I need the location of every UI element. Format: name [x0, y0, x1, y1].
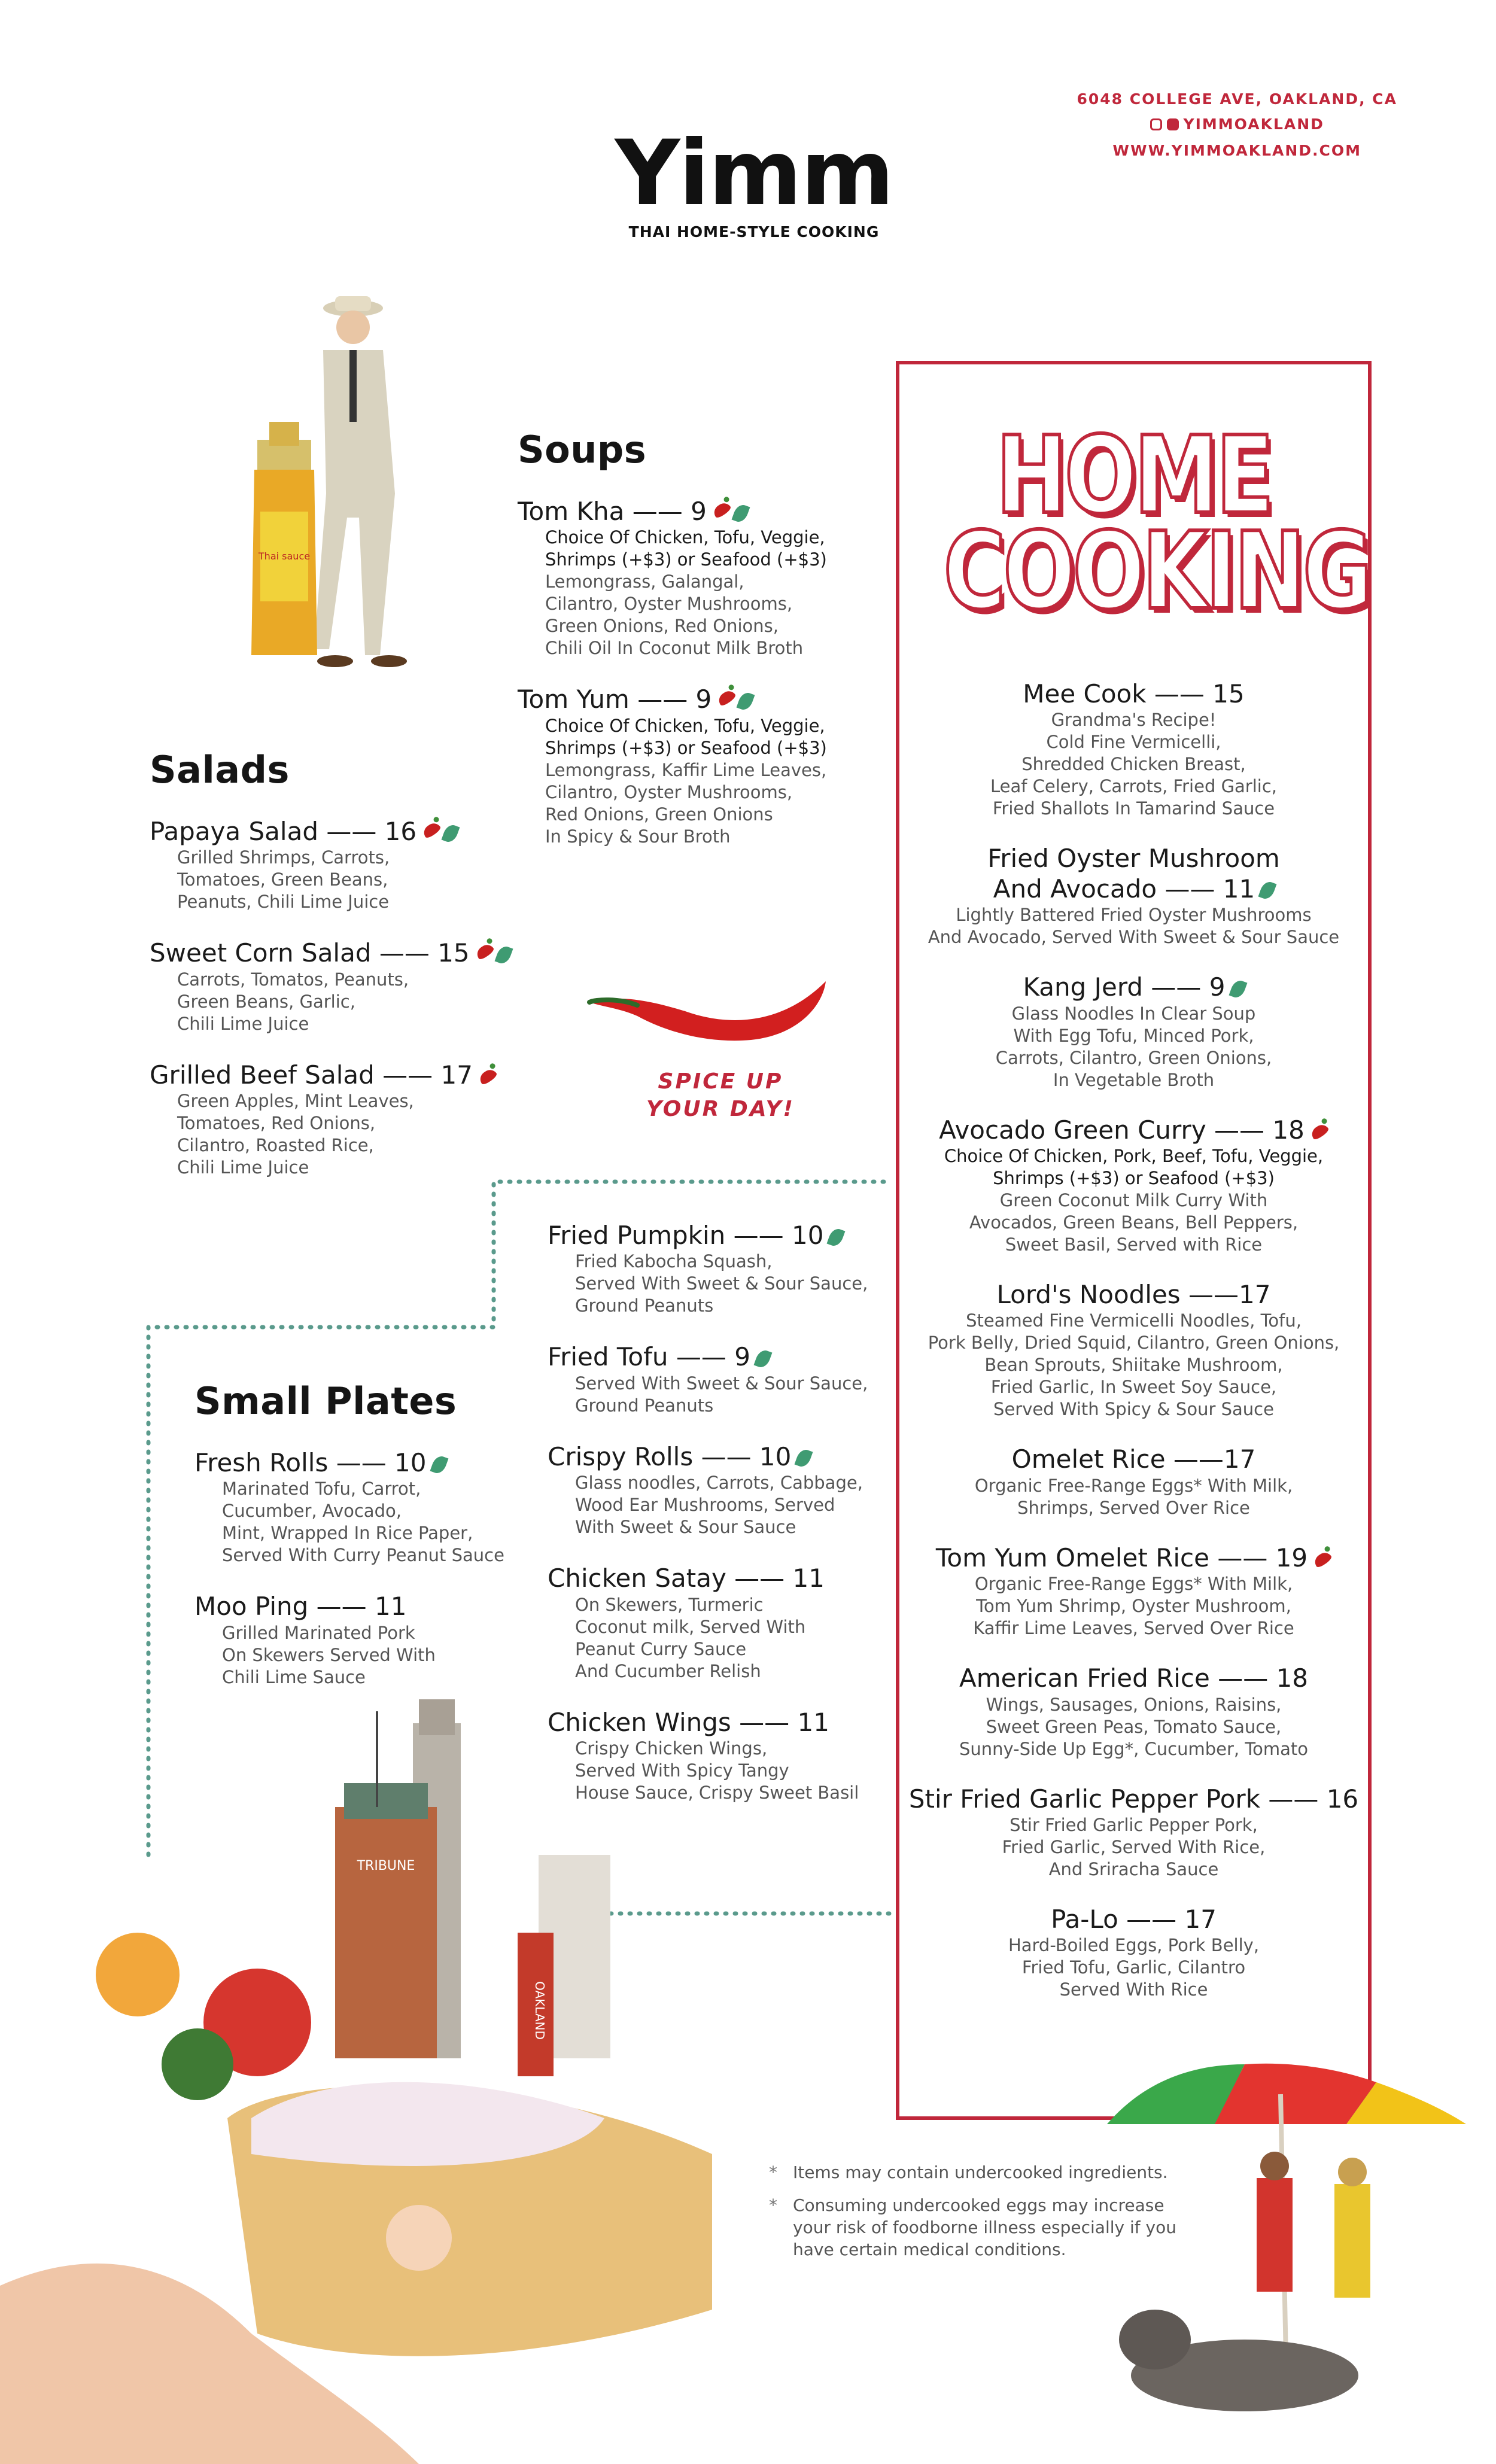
menu-item: [896, 1905, 1372, 2001]
item-description: Fried Kabocha Squash, Served With Sweet & Sour Sauce, Ground Peanuts: [575, 1251, 868, 1316]
item-name: Omelet Rice ——17: [1011, 1444, 1256, 1474]
item-description: Green Coconut Milk Curry With Avocados, Green Beans, Bell Peppers, Sweet Basil, Served with Rice: [969, 1190, 1299, 1255]
item-name: Avocado Green Curry —— 18: [896, 1115, 1372, 1145]
menu-item: [548, 1563, 883, 1682]
menu-item: [896, 844, 1372, 948]
instagram-icon: [1150, 118, 1162, 130]
item-description: Hard-Boiled Eggs, Pork Belly, Fried Tofu, Garlic, Cilantro Served With Rice: [1008, 1935, 1260, 2000]
menu-item: [518, 685, 853, 847]
disclaimer-notes: [769, 2161, 1200, 2271]
item-description: Marinated Tofu, Carrot, Cucumber, Avocado, Mint, Wrapped In Rice Paper, Served With Curry Peanut Sauce: [222, 1479, 504, 1566]
item-description: Green Apples, Mint Leaves, Tomatoes, Red Onions, Cilantro, Roasted Rice, Chili Lime Juice: [177, 1091, 414, 1178]
salads-heading: Salads: [150, 748, 290, 792]
item-name: Sweet Corn Salad —— 15: [150, 938, 521, 968]
item-name-line-2: And Avocado —— 11: [896, 874, 1372, 904]
chili-icon: [716, 688, 737, 707]
menu-item: [896, 1444, 1372, 1519]
item-choice: Choice Of Chicken, Tofu, Veggie, Shrimps (+$3) or Seafood (+$3): [545, 527, 827, 570]
item-description: Crispy Chicken Wings, Served With Spicy Tangy House Sauce, Crispy Sweet Basil: [575, 1738, 859, 1803]
menu-item: [896, 1280, 1372, 1420]
menu-item: [896, 1543, 1372, 1639]
menu-item: [518, 497, 853, 659]
vegan-leaf-icon: [494, 944, 513, 966]
brand-logo: [604, 121, 904, 241]
menu-item: [548, 1442, 883, 1538]
item-choice: Choice Of Chicken, Pork, Beef, Tofu, Veggie, Shrimps (+$3) or Seafood (+$3): [944, 1145, 1324, 1188]
menu-item: [194, 1448, 530, 1566]
vegan-leaf-icon: [795, 1447, 813, 1469]
item-name: Grilled Beef Salad —— 17: [150, 1060, 521, 1090]
item-name: Kang Jerd —— 9: [896, 972, 1372, 1002]
item-name: Chicken Satay —— 11: [548, 1563, 825, 1593]
item-name: Fried Oyster Mushroom: [987, 844, 1280, 874]
chili-icon: [1309, 1122, 1330, 1141]
small-plates-left: [194, 1379, 530, 1714]
note-item: * Items may contain undercooked ingredients.: [769, 2161, 1200, 2183]
menu-item: [150, 938, 521, 1035]
chili-icon: [711, 500, 732, 519]
vegan-leaf-icon: [731, 503, 750, 524]
salads-section: [150, 748, 521, 1204]
man-with-sauce-bottle-illustration: [245, 290, 431, 673]
brand-name: Yimm: [615, 121, 893, 226]
item-description: Lemongrass, Kaffir Lime Leaves, Cilantro, Oyster Mushrooms, Red Onions, Green Onions In Spicy & Sour Broth: [545, 759, 827, 847]
item-description: Steamed Fine Vermicelli Noodles, Tofu, Pork Belly, Dried Squid, Cilantro, Green Onions, Bean Sprouts, Shiitake Mushroom, Fried Garlic, In Sweet Soy Sauce, Served With Spicy & Sour Sauce: [928, 1310, 1340, 1420]
item-description: Stir Fried Garlic Pepper Pork, Fried Garlic, Served With Rice, And Sriracha Sauce: [1002, 1814, 1266, 1879]
item-description: Lightly Battered Fried Oyster Mushrooms And Avocado, Served With Sweet & Sour Sauce: [928, 905, 1340, 948]
menu-item: [150, 1060, 521, 1179]
item-name: Lord's Noodles ——17: [996, 1279, 1271, 1309]
vegan-leaf-icon: [430, 1454, 448, 1476]
item-name: Pa-Lo —— 17: [1051, 1904, 1217, 1934]
item-name: Tom Kha —— 9: [518, 497, 853, 527]
item-description: Glass noodles, Carrots, Cabbage, Wood Ear Mushrooms, Served With Sweet & Sour Sauce: [575, 1473, 863, 1538]
item-name: Fried Pumpkin —— 10: [548, 1221, 883, 1251]
item-name: Crispy Rolls —— 10: [548, 1442, 883, 1472]
item-name: Papaya Salad —— 16: [150, 817, 521, 847]
bottle-label: Thai sauce: [258, 550, 311, 562]
item-description: Grilled Marinated Pork On Skewers Served With Chili Lime Sauce: [222, 1622, 436, 1687]
chili-icon: [421, 820, 442, 839]
item-description: Served With Sweet & Sour Sauce, Ground Peanuts: [575, 1373, 868, 1416]
social-handle-row: [1150, 112, 1324, 137]
item-description: Grandma's Recipe! Cold Fine Vermicelli, Shredded Chicken Breast, Leaf Celery, Carrots, Fried Garlic, Fried Shallots In Tamarind Sauce: [990, 710, 1278, 819]
heading-line-1: HOME: [996, 413, 1272, 537]
item-name: Chicken Wings —— 11: [548, 1707, 829, 1737]
menu-item: [150, 817, 521, 913]
menu-item: [896, 679, 1372, 820]
item-description: Carrots, Tomatos, Peanuts, Green Beans, Garlic, Chili Lime Juice: [177, 969, 409, 1034]
note-item: * Consuming undercooked eggs may increase your risk of foodborne illness especially if you have certain medical conditions.: [769, 2194, 1200, 2261]
contact-block: [1077, 87, 1397, 163]
item-name: Mee Cook —— 15: [1023, 679, 1245, 708]
social-handle: YIMMOAKLAND: [1183, 115, 1324, 133]
menu-item: [896, 1784, 1372, 1881]
item-name: Stir Fried Garlic Pepper Pork —— 16: [908, 1784, 1359, 1814]
slogan-line-2: YOUR DAY!: [646, 1097, 795, 1121]
vegan-leaf-icon: [1258, 880, 1277, 901]
small-plates-heading: Small Plates: [194, 1379, 457, 1423]
soups-heading: Soups: [518, 428, 647, 471]
menu-item: [896, 972, 1372, 1091]
item-name: Tom Yum —— 9: [518, 685, 853, 714]
vegan-leaf-icon: [737, 690, 755, 712]
item-name: Fried Tofu —— 9: [548, 1342, 883, 1372]
item-description: Wings, Sausages, Onions, Raisins, Sweet Green Peas, Tomato Sauce, Sunny-Side Up Egg*, Cucumber, Tomato: [959, 1694, 1308, 1759]
item-name: Tom Yum Omelet Rice —— 19: [896, 1543, 1372, 1573]
vegan-leaf-icon: [442, 823, 460, 844]
item-name: Fresh Rolls —— 10: [194, 1448, 530, 1478]
menu-item: [194, 1592, 530, 1688]
heading-line-2: COOKING: [943, 509, 1370, 633]
vegan-leaf-icon: [827, 1227, 846, 1248]
slogan-line-1: SPICE UP: [658, 1069, 783, 1094]
building-sign-tribune: TRIBUNE: [357, 1858, 415, 1873]
spice-up-slogan: [646, 1068, 795, 1123]
website-link[interactable]: WWW.YIMMOAKLAND.COM: [1112, 142, 1361, 159]
menu-item: [896, 1663, 1372, 1760]
item-description: Organic Free-Range Eggs* With Milk, Shrimps, Served Over Rice: [974, 1475, 1293, 1518]
oakland-collage-illustration: [0, 1699, 748, 2464]
item-description: Glass Noodles In Clear Soup With Egg Tofu, Minced Pork, Carrots, Cilantro, Green Onions, In Vegetable Broth: [995, 1003, 1272, 1090]
address: 6048 COLLEGE AVE, OAKLAND, CA: [1077, 90, 1397, 108]
item-description: On Skewers, Turmeric Coconut milk, Served With Peanut Curry Sauce And Cucumber Relish: [575, 1594, 806, 1681]
chili-icon: [477, 1067, 498, 1086]
item-description: Lemongrass, Galangal, Cilantro, Oyster Mushrooms, Green Onions, Red Onions, Chili Oil In Coconut Milk Broth: [545, 571, 804, 659]
chili-pepper-illustration: [583, 969, 835, 1047]
facebook-icon: [1167, 118, 1179, 130]
vegan-leaf-icon: [1229, 978, 1247, 1000]
chili-icon: [1312, 1550, 1333, 1569]
chili-icon: [474, 942, 495, 961]
item-description: Organic Free-Range Eggs* With Milk, Tom Yum Shrimp, Oyster Mushroom, Kaffir Lime Leaves, Served Over Rice: [973, 1574, 1294, 1639]
item-description: Grilled Shrimps, Carrots, Tomatoes, Green Beans, Peanuts, Chili Lime Juice: [177, 847, 390, 912]
home-cooking-list: [896, 679, 1372, 2025]
menu-item: [896, 1115, 1372, 1256]
menu-item: [548, 1342, 883, 1416]
building-sign-oakland: OAKLAND: [533, 1981, 547, 2040]
soups-section: [518, 428, 853, 873]
menu-item: [548, 1221, 883, 1317]
item-choice: Choice Of Chicken, Tofu, Veggie, Shrimps (+$3) or Seafood (+$3): [545, 715, 827, 758]
item-name: Moo Ping —— 11: [194, 1592, 407, 1622]
brand-tagline: THAI HOME-STYLE COOKING: [628, 223, 880, 241]
vegan-leaf-icon: [753, 1348, 772, 1370]
home-cooking-heading: [943, 413, 1370, 633]
item-name: American Fried Rice —— 18: [959, 1663, 1309, 1693]
